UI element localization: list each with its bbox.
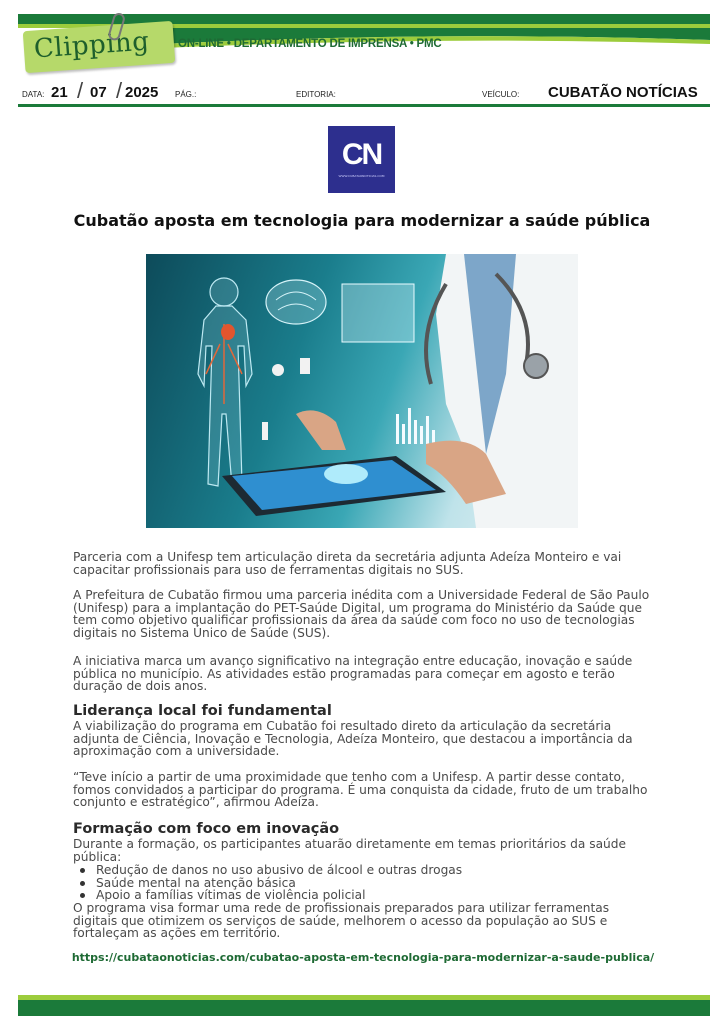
list-item: Saúde mental na atenção básica: [96, 877, 462, 890]
subheading-formacao: Formação com foco em inovação: [73, 821, 340, 837]
article-quote: “Teve início a partir de uma proximidade que tenho com a Unifesp. A partir desse contato, fomos convidados a participar do programa. É uma conquista da cidade, fruto de um trabalho conjunto e estratégico”, afirmou Adeíza.: [73, 770, 648, 810]
date-separator: /: [116, 78, 123, 103]
footer-bar: [18, 1000, 710, 1016]
clipping-title: Clipping: [32, 26, 151, 65]
date-day: 21: [51, 84, 68, 101]
date-year: 2025: [125, 84, 159, 101]
department-line: ON-LINE • DEPARTAMENTO DE IMPRENSA • PMC: [178, 38, 442, 50]
article-lead: Parceria com a Unifesp tem articulação direta da secretária adjunta Adeíza Monteiro e vai capacitar profissionais para uso de ferramentas digitais no SUS.: [73, 550, 622, 577]
subheading-lideranca: Liderança local foi fundamental: [73, 703, 332, 719]
source-url-link[interactable]: https://cubataonoticias.com/cubatao-aposta-em-tecnologia-para-modernizar-a-saude-publica/: [71, 951, 655, 964]
article-paragraph-6: O programa visa formar uma rede de profissionais preparados para utilizar ferramentas digitais que otimizem os serviços de saúde, melhorem o acesso da população ao SUS e fortaleçam as ações em território.: [73, 901, 610, 941]
article-image: [146, 254, 578, 528]
clipping-badge: [23, 21, 176, 73]
veiculo-value: CUBATÃO NOTÍCIAS: [548, 84, 698, 101]
page-label: PÁG.:: [175, 90, 197, 99]
logo-subtext: WWW.CUBATAONOTICIAS.COM: [338, 174, 385, 178]
logo-text: CN: [341, 138, 382, 171]
date-label: DATA:: [22, 90, 45, 99]
meta-row: [22, 80, 710, 104]
list-item: Apoio a famílias vítimas de violência policial: [96, 889, 462, 902]
list-item: Redução de danos no uso abusivo de álcool e outras drogas: [96, 863, 463, 877]
doctor-tablet-illustration-icon: [146, 254, 578, 528]
editoria-label: EDITORIA:: [296, 90, 336, 99]
article-headline: Cubatão aposta em tecnologia para modernizar a saúde pública: [73, 211, 651, 230]
article-paragraph-2: A iniciativa marca um avanço significativo na integração entre educação, inovação e saúde pública no município. As atividades estão programadas para começar em agosto e terão duração de dois anos.: [73, 654, 633, 694]
meta-divider: [18, 104, 710, 107]
priority-topics-list: [96, 864, 462, 902]
date-month: 07: [90, 84, 107, 101]
article-paragraph-3: A viabilização do programa em Cubatão foi resultado direto da articulação da secretária adjunta de Ciência, Inovação e Tecnologia, Adeíza Monteiro, que destacou a importância da aproximação com a universidade.: [73, 719, 633, 759]
article-paragraph-1: A Prefeitura de Cubatão firmou uma parceria inédita com a Universidade Federal de São Paulo (Unifesp) para a implantação do PET-Saúde Digital, um programa do Ministério da Saúde que tem como objetivo qualificar profissionais da área da saúde com foco no uso de tecnologias digitais no Sistema Único de Saúde (SUS).: [73, 588, 650, 640]
date-separator: /: [77, 78, 84, 103]
veiculo-label: VEÍCULO:: [482, 90, 520, 99]
article-paragraph-5: Durante a formação, os participantes atuarão diretamente em temas prioritários da saúde pública:: [73, 837, 626, 864]
outlet-logo: [328, 126, 395, 193]
